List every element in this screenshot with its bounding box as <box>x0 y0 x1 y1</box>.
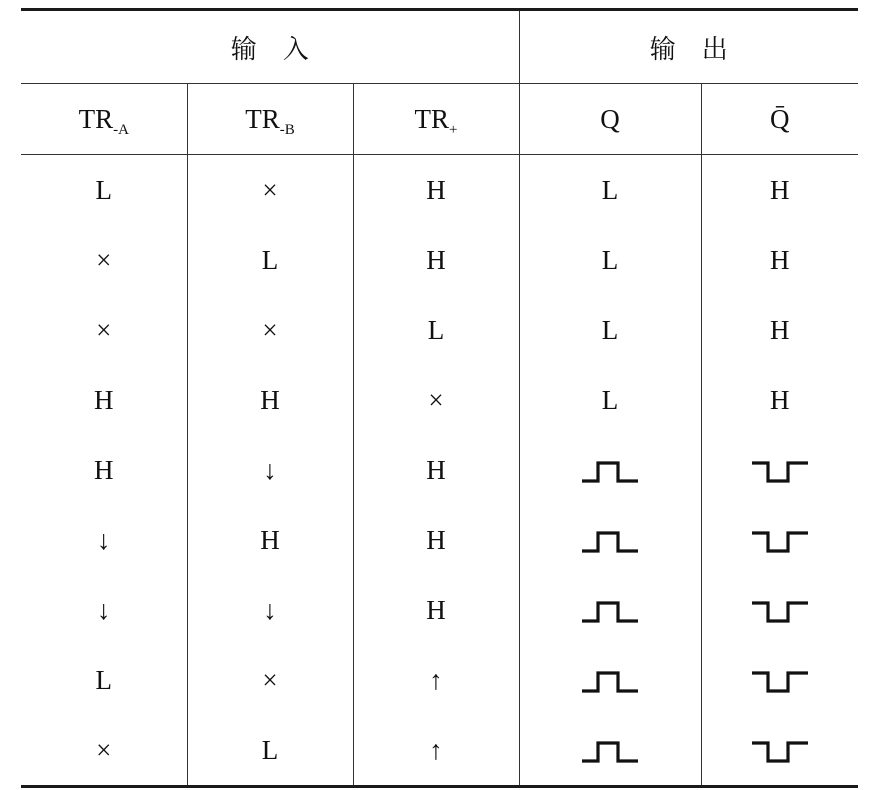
table-cell: × <box>187 295 353 365</box>
table-cell: × <box>187 155 353 226</box>
table-row <box>21 295 858 365</box>
table-cell: × <box>353 365 519 435</box>
table-row <box>21 575 858 645</box>
table-cell <box>519 715 701 787</box>
positive-pulse-icon <box>580 669 640 695</box>
table-cell <box>519 575 701 645</box>
table-cell: H <box>353 575 519 645</box>
positive-pulse-icon <box>580 739 640 765</box>
table-cell: H <box>187 505 353 575</box>
table-cell: × <box>21 225 187 295</box>
table-cell: ↑ <box>353 645 519 715</box>
table-cell: ↓ <box>21 575 187 645</box>
table-cell <box>701 715 858 787</box>
truth-table <box>21 8 858 788</box>
col-header-tr-b-base: TR <box>245 103 280 134</box>
table-row <box>21 435 858 505</box>
table-cell: × <box>21 295 187 365</box>
table-row <box>21 155 858 226</box>
table-cell: H <box>353 225 519 295</box>
truth-table-container <box>21 8 858 788</box>
outputs-group-header: 输 出 <box>519 10 858 84</box>
table-cell: L <box>21 645 187 715</box>
table-cell: × <box>21 715 187 787</box>
table-cell <box>519 645 701 715</box>
negative-pulse-icon <box>750 599 810 625</box>
col-header-tr-a-sub: -A <box>113 121 129 138</box>
table-cell: H <box>353 435 519 505</box>
table-cell <box>701 505 858 575</box>
table-cell: H <box>187 365 353 435</box>
table-cell: L <box>519 155 701 226</box>
table-row <box>21 645 858 715</box>
table-row <box>21 365 858 435</box>
table-cell: L <box>187 715 353 787</box>
table-cell: L <box>353 295 519 365</box>
table-cell: L <box>187 225 353 295</box>
table-row <box>21 715 858 787</box>
table-cell: L <box>519 365 701 435</box>
table-cell: ↓ <box>187 575 353 645</box>
table-cell: H <box>770 244 790 275</box>
col-header-tr-a <box>21 84 187 155</box>
col-header-tr-b <box>187 84 353 155</box>
inputs-group-header: 输 入 <box>21 10 519 84</box>
col-header-tr-a-base: TR <box>78 103 114 134</box>
table-cell: × <box>187 645 353 715</box>
table-cell: H <box>21 435 187 505</box>
table-cell <box>701 575 858 645</box>
table-cell: L <box>21 155 187 226</box>
column-header-row <box>21 84 858 155</box>
positive-pulse-icon <box>580 529 640 555</box>
negative-pulse-icon <box>750 669 810 695</box>
table-cell: ↓ <box>187 435 353 505</box>
table-cell <box>519 435 701 505</box>
negative-pulse-icon <box>750 459 810 485</box>
table-cell: H <box>353 155 519 226</box>
table-cell: H <box>21 365 187 435</box>
col-header-tr-plus-sub: + <box>449 121 458 138</box>
col-header-q <box>519 84 701 155</box>
positive-pulse-icon <box>580 599 640 625</box>
table-cell: H <box>770 314 790 345</box>
positive-pulse-icon <box>580 459 640 485</box>
table-row <box>21 225 858 295</box>
table-cell: ↑ <box>353 715 519 787</box>
col-header-tr-plus-base: TR <box>414 103 450 134</box>
table-cell: L <box>519 225 701 295</box>
table-row <box>21 505 858 575</box>
col-header-q-base: Q <box>600 103 620 134</box>
table-cell: H <box>770 384 790 415</box>
col-header-tr-b-sub: -B <box>279 121 295 138</box>
table-cell <box>701 435 858 505</box>
negative-pulse-icon <box>750 739 810 765</box>
group-header-row <box>21 10 858 84</box>
table-cell: H <box>353 505 519 575</box>
negative-pulse-icon <box>750 529 810 555</box>
table-body <box>21 155 858 787</box>
col-header-tr-plus <box>353 84 519 155</box>
col-header-q-bar-base: Q̄ <box>770 103 790 134</box>
table-cell: L <box>519 295 701 365</box>
table-cell: ↓ <box>21 505 187 575</box>
table-cell <box>701 645 858 715</box>
table-cell: H <box>770 174 790 205</box>
table-cell <box>519 505 701 575</box>
col-header-q-bar <box>701 84 858 155</box>
